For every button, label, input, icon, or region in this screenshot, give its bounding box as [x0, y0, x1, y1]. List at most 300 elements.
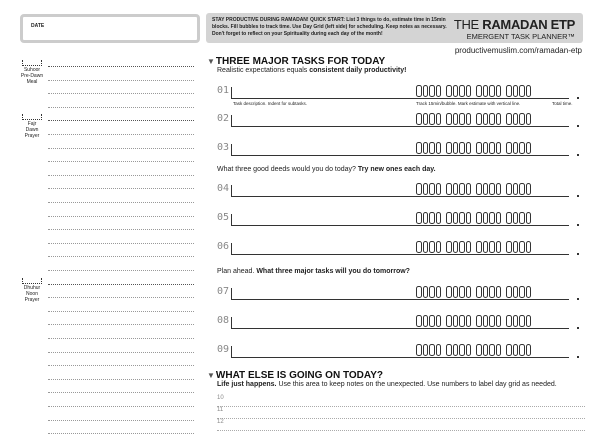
- time-bubble[interactable]: [429, 315, 435, 327]
- time-bubble[interactable]: [416, 113, 422, 125]
- time-bubble[interactable]: [483, 85, 489, 97]
- bubble-group: [446, 286, 471, 298]
- time-bubble[interactable]: [476, 241, 482, 253]
- day-grid-row[interactable]: [48, 406, 194, 407]
- time-bubble[interactable]: [423, 241, 429, 253]
- time-bubble[interactable]: [519, 113, 525, 125]
- bubble-group: [416, 212, 441, 224]
- time-bubble[interactable]: [416, 183, 422, 195]
- time-bubble[interactable]: [519, 85, 525, 97]
- time-bubble[interactable]: [496, 315, 502, 327]
- day-grid-row[interactable]: [48, 216, 194, 217]
- time-bubble[interactable]: [496, 142, 502, 154]
- time-bubble[interactable]: [423, 85, 429, 97]
- deeds-bold: Try new ones each day.: [357, 166, 436, 173]
- time-bubble[interactable]: [519, 241, 525, 253]
- task-row[interactable]: [217, 111, 587, 131]
- time-bubble[interactable]: [459, 315, 465, 327]
- task-number: 05: [217, 212, 230, 223]
- time-bubbles: [416, 315, 531, 327]
- time-bubble[interactable]: [416, 212, 422, 224]
- time-bubble[interactable]: [436, 344, 442, 356]
- time-bubble[interactable]: [526, 286, 532, 298]
- date-field[interactable]: [20, 14, 200, 43]
- bubble-group: [416, 241, 441, 253]
- time-bubble[interactable]: [489, 315, 495, 327]
- bubble-group: [506, 212, 531, 224]
- bubble-group: [476, 315, 501, 327]
- bubble-group: [476, 286, 501, 298]
- time-bubble[interactable]: [496, 286, 502, 298]
- day-grid-section-label: [18, 278, 46, 303]
- bubble-group: [416, 315, 441, 327]
- day-grid-row[interactable]: [48, 107, 194, 108]
- bubble-group: [416, 85, 441, 97]
- day-grid-row[interactable]: [48, 93, 194, 94]
- time-bubble[interactable]: [513, 183, 519, 195]
- bubble-group: [476, 344, 501, 356]
- title-bold: RAMADAN ETP: [482, 17, 575, 32]
- day-grid-row[interactable]: [48, 188, 194, 189]
- day-grid-row[interactable]: [48, 311, 194, 312]
- task-description-input[interactable]: [231, 357, 569, 358]
- time-bubble[interactable]: [453, 183, 459, 195]
- time-bubble[interactable]: [436, 241, 442, 253]
- note-line[interactable]: [217, 418, 585, 419]
- time-bubble[interactable]: [506, 113, 512, 125]
- time-box[interactable]: [22, 60, 42, 66]
- quick-start-body: QUICK START: List 3 things to do, estimate time in 15min blocks. Fill bubbles to track time. Use Day Grid (left side) for scheduling. Keep notes as necessary. Don't forget to reflect on your Spirituality during each day of the month!: [212, 17, 447, 37]
- note-line[interactable]: [217, 430, 585, 431]
- task-description-input[interactable]: [231, 254, 569, 255]
- plan-question: [217, 268, 410, 275]
- time-bubble[interactable]: [466, 315, 472, 327]
- task-row[interactable]: [217, 239, 587, 259]
- day-grid-row[interactable]: [48, 338, 194, 339]
- notes-title: WHAT ELSE IS GOING ON TODAY?: [215, 370, 383, 381]
- day-grid-row[interactable]: [48, 80, 194, 81]
- time-bubble[interactable]: [459, 142, 465, 154]
- time-bubble[interactable]: [466, 212, 472, 224]
- time-bubble[interactable]: [513, 286, 519, 298]
- time-box[interactable]: [22, 278, 42, 284]
- planner-subtitle: EMERGENT TASK PLANNER™: [466, 32, 575, 41]
- bubble-group: [476, 241, 501, 253]
- task-row[interactable]: [217, 210, 587, 230]
- time-bubble[interactable]: [446, 113, 452, 125]
- time-bubbles: [416, 212, 531, 224]
- sub-text: Realistic expectations equals: [217, 67, 310, 74]
- task-description-input[interactable]: [231, 98, 569, 99]
- time-bubble[interactable]: [429, 183, 435, 195]
- time-bubble[interactable]: [489, 85, 495, 97]
- time-bubble[interactable]: [526, 183, 532, 195]
- time-bubble[interactable]: [476, 85, 482, 97]
- time-bubble[interactable]: [429, 85, 435, 97]
- time-bubble[interactable]: [436, 142, 442, 154]
- time-bubble[interactable]: [423, 286, 429, 298]
- time-bubble[interactable]: [506, 142, 512, 154]
- time-bubble[interactable]: [496, 113, 502, 125]
- time-bubble[interactable]: [416, 241, 422, 253]
- time-bubble[interactable]: [429, 286, 435, 298]
- plan-q: Plan ahead.: [217, 268, 257, 275]
- time-bubble[interactable]: [496, 183, 502, 195]
- hint-description: Task description. Indent for subtasks.: [233, 101, 308, 106]
- time-bubble[interactable]: [483, 315, 489, 327]
- day-grid-row[interactable]: [48, 392, 194, 393]
- time-bubble[interactable]: [459, 286, 465, 298]
- section-label-line: Dawn: [25, 127, 39, 134]
- time-bubble[interactable]: [436, 286, 442, 298]
- time-bubble[interactable]: [476, 344, 482, 356]
- task-number: 07: [217, 286, 230, 297]
- task-number: 06: [217, 241, 230, 252]
- bubble-group: [446, 212, 471, 224]
- note-number: 11: [217, 407, 224, 413]
- total-time-field[interactable]: [577, 195, 579, 197]
- day-grid-row[interactable]: [48, 202, 194, 203]
- time-bubble[interactable]: [429, 113, 435, 125]
- task-number: 01: [217, 85, 230, 96]
- day-grid-row[interactable]: [48, 66, 194, 67]
- time-bubble[interactable]: [526, 85, 532, 97]
- task-description-input[interactable]: [231, 299, 569, 300]
- section-label-line: Prayer: [24, 133, 40, 140]
- time-bubble[interactable]: [506, 241, 512, 253]
- day-grid-row[interactable]: [48, 352, 194, 353]
- time-bubble[interactable]: [423, 113, 429, 125]
- bubble-group: [476, 212, 501, 224]
- time-bubble[interactable]: [453, 241, 459, 253]
- time-bubble[interactable]: [459, 241, 465, 253]
- bubble-group: [416, 142, 441, 154]
- total-time-field[interactable]: [577, 298, 579, 300]
- bubble-group: [506, 113, 531, 125]
- time-bubble[interactable]: [429, 344, 435, 356]
- time-bubble[interactable]: [519, 286, 525, 298]
- time-bubble[interactable]: [489, 113, 495, 125]
- task-number: 04: [217, 183, 230, 194]
- time-bubble[interactable]: [526, 113, 532, 125]
- note-line[interactable]: [217, 406, 585, 407]
- time-bubble[interactable]: [416, 286, 422, 298]
- quick-start-text: [212, 17, 452, 38]
- time-bubble[interactable]: [466, 344, 472, 356]
- day-grid-row[interactable]: [48, 297, 194, 298]
- total-time-field[interactable]: [577, 356, 579, 358]
- time-bubble[interactable]: [446, 85, 452, 97]
- total-time-field[interactable]: [577, 253, 579, 255]
- bubble-group: [446, 142, 471, 154]
- website-url[interactable]: productivemuslim.com/ramadan-etp: [454, 46, 582, 55]
- time-bubble[interactable]: [436, 85, 442, 97]
- bubble-group: [416, 344, 441, 356]
- time-bubble[interactable]: [453, 286, 459, 298]
- time-bubble[interactable]: [483, 113, 489, 125]
- time-bubble[interactable]: [496, 344, 502, 356]
- time-bubble[interactable]: [459, 183, 465, 195]
- time-bubble[interactable]: [476, 286, 482, 298]
- sub-bold: consistent daily productivity!: [309, 67, 407, 74]
- time-bubbles: [416, 142, 531, 154]
- task-number: 09: [217, 344, 230, 355]
- time-bubble[interactable]: [526, 315, 532, 327]
- plan-bold: What three major tasks will you do tomorrow?: [256, 268, 410, 275]
- time-bubble[interactable]: [459, 113, 465, 125]
- time-bubbles: [416, 344, 531, 356]
- tasks-heading: [207, 56, 385, 67]
- time-bubble[interactable]: [436, 183, 442, 195]
- notes-subtext: [217, 381, 557, 388]
- time-bubble[interactable]: [466, 241, 472, 253]
- time-bubble[interactable]: [483, 241, 489, 253]
- section-label-line: Pre-Dawn: [20, 73, 44, 79]
- date-label: DATE: [31, 23, 45, 29]
- time-bubble[interactable]: [519, 183, 525, 195]
- time-bubble[interactable]: [506, 85, 512, 97]
- time-bubble[interactable]: [416, 315, 422, 327]
- time-bubbles: [416, 286, 531, 298]
- time-bubble[interactable]: [446, 183, 452, 195]
- time-bubble[interactable]: [416, 142, 422, 154]
- task-description-input[interactable]: [231, 225, 569, 226]
- time-bubble[interactable]: [483, 344, 489, 356]
- time-bubbles: [416, 113, 531, 125]
- time-bubble[interactable]: [513, 315, 519, 327]
- time-bubble[interactable]: [506, 183, 512, 195]
- section-label-line: Dhuhur: [23, 284, 41, 291]
- time-bubble[interactable]: [416, 344, 422, 356]
- bubble-group: [476, 85, 501, 97]
- hint-total: Total time.: [552, 101, 573, 106]
- task-row[interactable]: [217, 140, 587, 160]
- task-row[interactable]: [217, 284, 587, 304]
- deeds-question: [217, 166, 436, 173]
- time-bubble[interactable]: [476, 315, 482, 327]
- total-time-field[interactable]: [577, 327, 579, 329]
- time-bubble[interactable]: [466, 183, 472, 195]
- notes-sub-bold: Life just happens.: [217, 381, 277, 388]
- time-bubble[interactable]: [446, 212, 452, 224]
- time-bubble[interactable]: [429, 241, 435, 253]
- total-time-field[interactable]: [577, 224, 579, 226]
- time-bubble[interactable]: [459, 85, 465, 97]
- time-bubble[interactable]: [506, 315, 512, 327]
- day-grid-row[interactable]: [48, 270, 194, 271]
- task-row[interactable]: [217, 313, 587, 333]
- task-description-input[interactable]: [231, 328, 569, 329]
- task-description-input[interactable]: [231, 126, 569, 127]
- time-bubble[interactable]: [436, 113, 442, 125]
- bubble-group: [446, 85, 471, 97]
- day-grid-row[interactable]: [48, 284, 194, 285]
- day-grid-row[interactable]: [48, 420, 194, 421]
- tasks-subtext: [217, 67, 406, 74]
- time-bubble[interactable]: [513, 241, 519, 253]
- tasks-title: THREE MAJOR TASKS FOR TODAY: [215, 56, 386, 67]
- note-number: 12: [217, 419, 224, 425]
- bubble-group: [446, 113, 471, 125]
- time-bubble[interactable]: [519, 315, 525, 327]
- time-bubble[interactable]: [489, 183, 495, 195]
- time-bubble[interactable]: [496, 85, 502, 97]
- time-bubble[interactable]: [483, 212, 489, 224]
- task-number: 02: [217, 113, 230, 124]
- time-bubble[interactable]: [513, 212, 519, 224]
- time-bubble[interactable]: [466, 113, 472, 125]
- planner-title: [454, 17, 575, 32]
- time-bubble[interactable]: [446, 241, 452, 253]
- bubble-group: [506, 241, 531, 253]
- bubble-group: [506, 286, 531, 298]
- section-label-line: Suhoor: [23, 67, 41, 73]
- time-bubble[interactable]: [446, 142, 452, 154]
- time-bubble[interactable]: [446, 286, 452, 298]
- day-grid-row[interactable]: [48, 365, 194, 366]
- day-grid-row[interactable]: [48, 161, 194, 162]
- section-label-line: Meal: [26, 79, 38, 85]
- time-bubble[interactable]: [423, 212, 429, 224]
- day-grid-row[interactable]: [48, 175, 194, 176]
- task-description-input[interactable]: [231, 196, 569, 197]
- bubble-group: [506, 315, 531, 327]
- time-bubble[interactable]: [476, 113, 482, 125]
- notes-sub-text: Use this area to keep notes on the unexpected. Use numbers to label day grid as needed.: [276, 381, 557, 388]
- time-bubble[interactable]: [446, 315, 452, 327]
- time-bubble[interactable]: [453, 212, 459, 224]
- time-bubble[interactable]: [429, 212, 435, 224]
- time-bubble[interactable]: [526, 344, 532, 356]
- total-time-field[interactable]: [577, 125, 579, 127]
- time-bubble[interactable]: [489, 142, 495, 154]
- day-grid-row[interactable]: [48, 324, 194, 325]
- time-box[interactable]: [22, 114, 42, 120]
- time-bubble[interactable]: [453, 85, 459, 97]
- time-bubble[interactable]: [483, 286, 489, 298]
- time-bubble[interactable]: [526, 241, 532, 253]
- time-bubble[interactable]: [423, 344, 429, 356]
- time-bubble[interactable]: [436, 315, 442, 327]
- triangle-down-icon: ▼: [207, 371, 215, 380]
- bubble-group: [476, 183, 501, 195]
- deeds-q: What three good deeds would you do today?: [217, 166, 358, 173]
- time-bubbles: [416, 183, 531, 195]
- bubble-group: [506, 142, 531, 154]
- time-bubble[interactable]: [489, 286, 495, 298]
- bubble-group: [416, 113, 441, 125]
- time-bubble[interactable]: [513, 142, 519, 154]
- time-bubble[interactable]: [526, 212, 532, 224]
- total-time-field[interactable]: [577, 154, 579, 156]
- triangle-down-icon: ▼: [207, 57, 215, 66]
- day-grid-section-label: [18, 60, 46, 85]
- header-banner: [206, 13, 583, 43]
- task-row[interactable]: [217, 181, 587, 201]
- time-bubbles: [416, 85, 531, 97]
- time-bubble[interactable]: [519, 142, 525, 154]
- time-bubble[interactable]: [519, 212, 525, 224]
- section-label-line: Prayer: [24, 296, 40, 303]
- day-grid-row[interactable]: [48, 379, 194, 380]
- time-bubble[interactable]: [483, 183, 489, 195]
- task-row[interactable]: [217, 83, 587, 106]
- time-bubble[interactable]: [513, 85, 519, 97]
- task-number: 03: [217, 142, 230, 153]
- bubble-group: [416, 286, 441, 298]
- time-bubble[interactable]: [496, 212, 502, 224]
- time-bubble[interactable]: [483, 142, 489, 154]
- total-time-field[interactable]: [577, 97, 579, 99]
- bubble-group: [446, 315, 471, 327]
- bubble-group: [446, 241, 471, 253]
- section-label-line: Noon: [26, 290, 38, 297]
- time-bubble[interactable]: [423, 183, 429, 195]
- time-bubble[interactable]: [489, 344, 495, 356]
- time-bubble[interactable]: [459, 212, 465, 224]
- time-bubble[interactable]: [489, 212, 495, 224]
- bubble-group: [506, 183, 531, 195]
- notes-heading: [207, 370, 383, 381]
- time-bubble[interactable]: [423, 315, 429, 327]
- bubble-group: [476, 142, 501, 154]
- time-bubble[interactable]: [489, 241, 495, 253]
- time-bubble[interactable]: [453, 142, 459, 154]
- time-bubble[interactable]: [466, 142, 472, 154]
- day-grid-row[interactable]: [48, 148, 194, 149]
- day-grid-row[interactable]: [48, 134, 194, 135]
- time-bubble[interactable]: [453, 315, 459, 327]
- time-bubble[interactable]: [513, 344, 519, 356]
- time-bubble[interactable]: [453, 113, 459, 125]
- task-number: 08: [217, 315, 230, 326]
- time-bubble[interactable]: [519, 344, 525, 356]
- time-bubble[interactable]: [436, 212, 442, 224]
- day-grid-row[interactable]: [48, 229, 194, 230]
- bubble-group: [416, 183, 441, 195]
- time-bubble[interactable]: [476, 212, 482, 224]
- time-bubble[interactable]: [429, 142, 435, 154]
- quick-start-bold: STAY PRODUCTIVE DURING RAMADAN!: [212, 17, 309, 23]
- time-bubble[interactable]: [476, 183, 482, 195]
- day-grid-row[interactable]: [48, 120, 194, 121]
- day-grid-row[interactable]: [48, 433, 194, 434]
- time-bubble[interactable]: [423, 142, 429, 154]
- task-description-input[interactable]: [231, 155, 569, 156]
- time-bubble[interactable]: [526, 142, 532, 154]
- time-bubble[interactable]: [446, 344, 452, 356]
- bubble-group: [506, 85, 531, 97]
- time-bubble[interactable]: [506, 286, 512, 298]
- task-row[interactable]: [217, 342, 587, 362]
- time-bubble[interactable]: [506, 212, 512, 224]
- day-grid-row[interactable]: [48, 243, 194, 244]
- time-bubbles: [416, 241, 531, 253]
- title-light: THE: [453, 17, 483, 32]
- day-grid-row[interactable]: [48, 256, 194, 257]
- time-bubble[interactable]: [513, 113, 519, 125]
- time-bubble[interactable]: [459, 344, 465, 356]
- hint-track: Track 15min/bubble. Mark estimate with vertical line.: [416, 101, 521, 106]
- time-bubble[interactable]: [466, 286, 472, 298]
- time-bubble[interactable]: [506, 344, 512, 356]
- time-bubble[interactable]: [496, 241, 502, 253]
- time-bubble[interactable]: [416, 85, 422, 97]
- time-bubble[interactable]: [453, 344, 459, 356]
- section-label-line: Fajr: [27, 121, 37, 128]
- time-bubble[interactable]: [476, 142, 482, 154]
- time-bubble[interactable]: [466, 85, 472, 97]
